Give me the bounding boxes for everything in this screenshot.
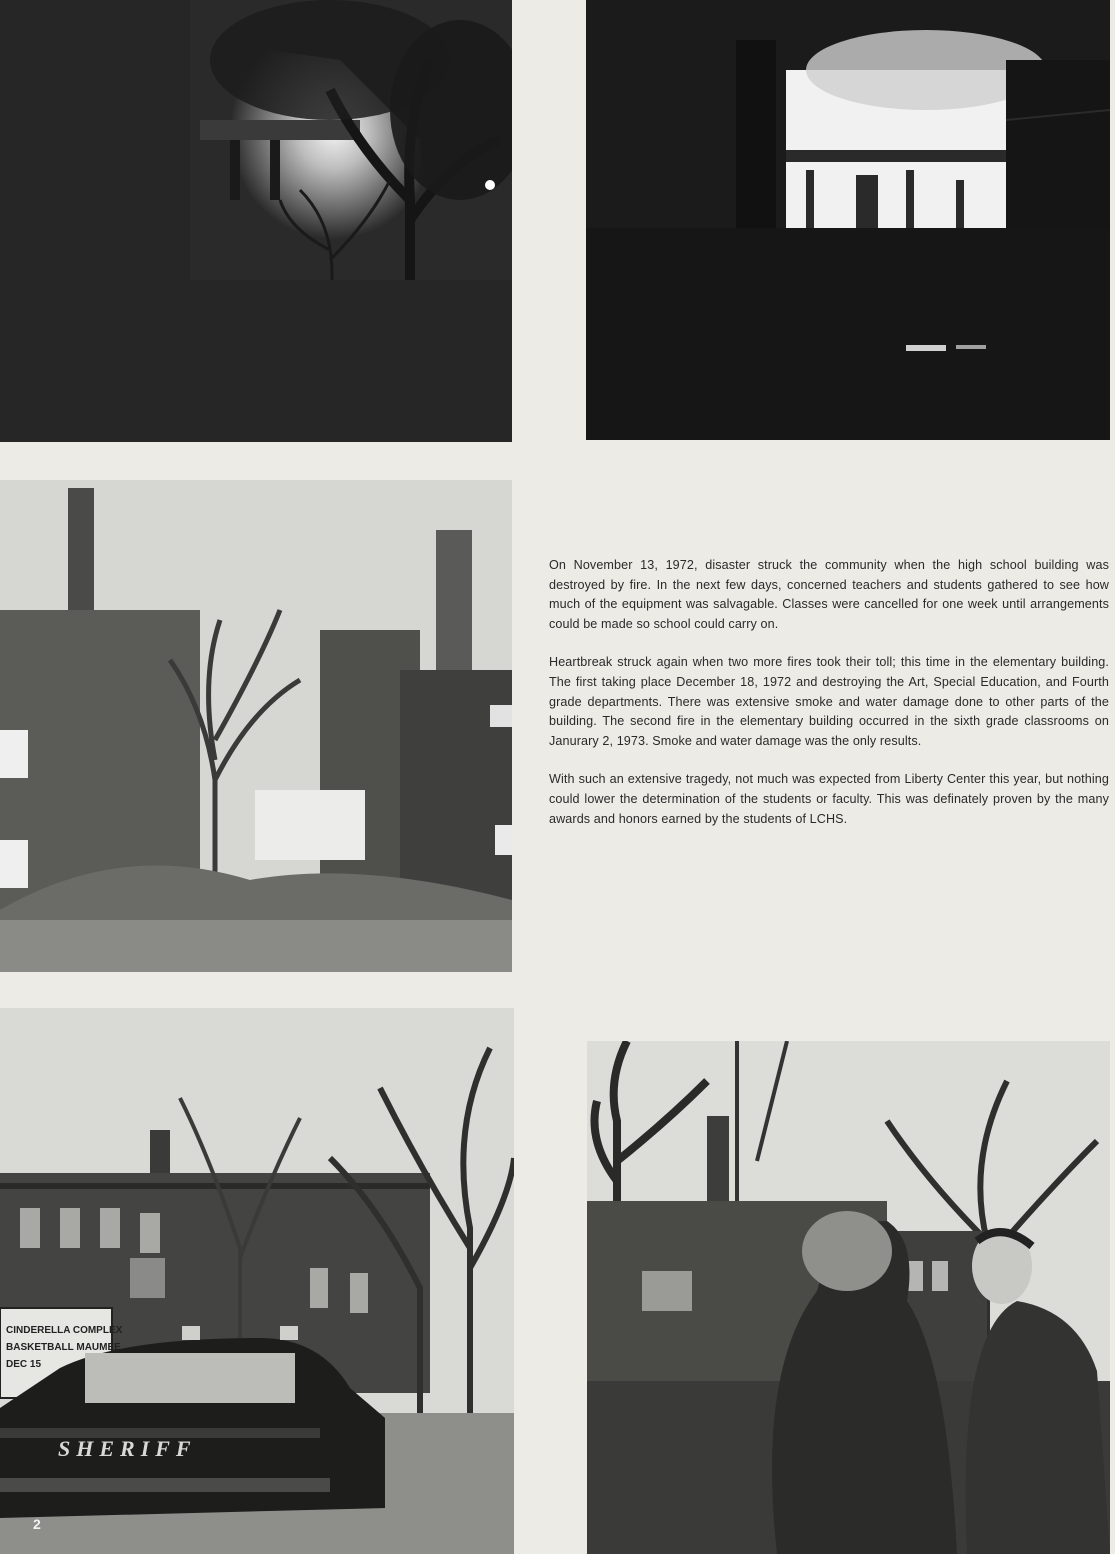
marquee-line-2: BASKETBALL MAUMEE [6, 1342, 121, 1353]
photo-fire-night-trees [0, 0, 512, 442]
article-text [549, 556, 1109, 848]
marquee-line-1: CINDERELLA COMPLEX [6, 1325, 123, 1336]
photo-school-sheriff-car [0, 1008, 514, 1554]
article-paragraph-3: With such an extensive tragedy, not much was expected from Liberty Center this year, but nothing could lower the determination of the students or faculty. This was definately proven by the many awards and honors earned by the students of LCHS. [549, 772, 1109, 826]
photo-building-burning [586, 0, 1110, 440]
photo-men-outside-ruins [587, 1041, 1110, 1554]
marquee-line-3: DEC 15 [6, 1359, 42, 1370]
article-paragraph-1: On November 13, 1972, disaster struck the community when the high school building was destroyed by fire. In the next few days, concerned teachers and students gathered to see how much of the equipment was salvagable. Classes were cancelled for one week until arrangements could be made so school could carry on. [549, 558, 1109, 631]
page-number: 2 [33, 1516, 41, 1532]
article-paragraph-2: Heartbreak struck again when two more fires took their toll; this time in the elementary building. The first taking place December 18, 1972 and destroying the Art, Special Education, and Fourth grade departments. There was extensive smoke and water damage done to other parts of the building. The second fire in the elementary building occurred in the sixth grade classrooms on Janurary 2, 1973. Smoke and water damage was the only results. [549, 655, 1109, 748]
photo-burned-school-ruins [0, 480, 512, 972]
sheriff-text: SHERIFF [58, 1436, 197, 1461]
